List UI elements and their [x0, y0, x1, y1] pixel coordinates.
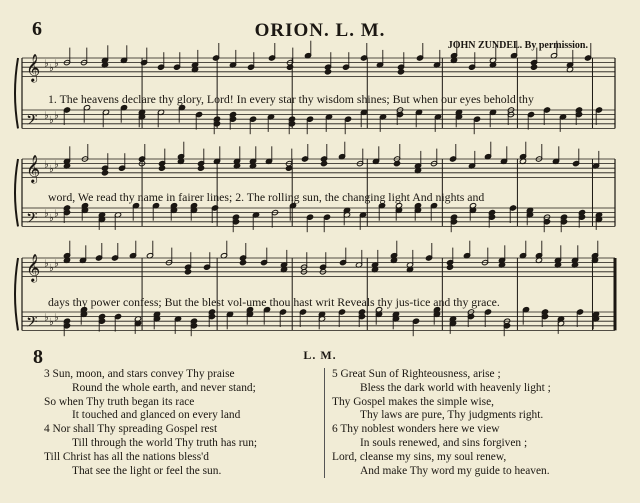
- flat-sign-icon: ♭: [54, 258, 59, 270]
- column-divider: [324, 368, 325, 478]
- system-brace: [15, 258, 18, 330]
- flat-sign-icon: ♭: [44, 258, 49, 270]
- system-brace: [15, 58, 18, 128]
- flat-sign-icon: ♭: [49, 263, 54, 275]
- treble-clef-icon: 𝄞: [26, 154, 41, 183]
- stanza-line: 5 Great Sun of Righteousness, arise ;: [332, 368, 501, 380]
- stanza-line: And make Thy word my guide to heaven.: [360, 464, 550, 477]
- stanza-line: Round the whole earth, and never stand;: [72, 381, 256, 394]
- stanza-line: That see the light or feel the sun.: [72, 464, 222, 477]
- system-brace: [15, 159, 18, 226]
- stanza-line: Lord, cleanse my sins, my soul renew,: [332, 450, 507, 463]
- tune-title: ORION. L. M.: [254, 20, 386, 41]
- flat-sign-icon: ♭: [44, 110, 49, 122]
- flat-sign-icon: ♭: [44, 159, 49, 171]
- note-head: [285, 165, 292, 171]
- note-head: [184, 269, 191, 275]
- flat-sign-icon: ♭: [54, 110, 59, 122]
- note-head: [530, 64, 537, 70]
- flat-sign-icon: ♭: [44, 208, 49, 220]
- flat-sign-icon: ♭: [49, 317, 54, 329]
- flat-sign-icon: ♭: [44, 312, 49, 324]
- composer-credit: JOHN ZUNDEL. By permission.: [447, 40, 588, 51]
- bass-clef-icon: 𝄢: [26, 313, 38, 335]
- stanza-line: Thy laws are pure, Thy judgments right.: [360, 409, 544, 422]
- page-marker: 8: [33, 346, 43, 368]
- stanza-line: 6 Thy noblest wonders here we view: [332, 423, 500, 436]
- bass-clef-icon: 𝄢: [26, 209, 38, 231]
- lyric-line-system-2: word, We read thy name in fairer lines; 2. The rolling sun, the changing light And nights and: [48, 190, 485, 204]
- note-head: [324, 69, 331, 75]
- note-head: [397, 69, 404, 75]
- stanza-line: So when Thy truth began its race: [44, 395, 195, 408]
- flat-sign-icon: ♭: [49, 115, 54, 127]
- lyric-line-system-1: 1. The heavens declare thy glory, Lord! In every star thy wisdom shines; But when our eyes behold thy: [48, 92, 534, 106]
- bass-clef-icon: 𝄢: [26, 111, 38, 133]
- stanza-line: Bless the dark world with heavenly light ;: [360, 381, 551, 394]
- flat-sign-icon: ♭: [54, 312, 59, 324]
- treble-clef-icon: 𝄞: [26, 253, 41, 282]
- lyric-line-system-3: days thy power confess; But the blest vol-ume thou hast writ Reveals thy jus-tice and thy grace.: [48, 295, 500, 309]
- note-head: [239, 260, 246, 266]
- stanza-line: Till Christ has all the nations bless'd: [44, 450, 209, 463]
- treble-clef-icon: 𝄞: [26, 53, 41, 82]
- stanza-line: In souls renewed, and sins forgiven ;: [360, 436, 528, 449]
- meter-heading: L. M.: [303, 348, 337, 362]
- note-head: [158, 165, 165, 171]
- note-head: [197, 165, 204, 171]
- flat-sign-icon: ♭: [49, 164, 54, 176]
- stanzas-left-column: [44, 368, 319, 478]
- stanza-line: 3 Sun, moon, and stars convey Thy praise: [44, 368, 235, 380]
- note-head: [393, 161, 400, 167]
- flat-sign-icon: ♭: [54, 58, 59, 70]
- stanza-line: Thy Gospel makes the simple wise,: [332, 395, 494, 408]
- flat-sign-icon: ♭: [49, 213, 54, 225]
- stanza-line: It touched and glanced on every land: [72, 409, 241, 422]
- stanza-line: Till through the world Thy truth has run;: [72, 436, 258, 449]
- note-head: [446, 264, 453, 270]
- note-head: [101, 170, 108, 176]
- flat-sign-icon: ♭: [44, 58, 49, 70]
- flat-sign-icon: ♭: [54, 208, 59, 220]
- stanzas-right-column: [332, 368, 632, 478]
- note-head: [320, 161, 327, 167]
- page-number: 6: [32, 18, 42, 40]
- flat-sign-icon: ♭: [49, 63, 54, 75]
- flat-sign-icon: ♭: [54, 159, 59, 171]
- stanza-line: 4 Nor shall Thy spreading Gospel rest: [44, 423, 218, 436]
